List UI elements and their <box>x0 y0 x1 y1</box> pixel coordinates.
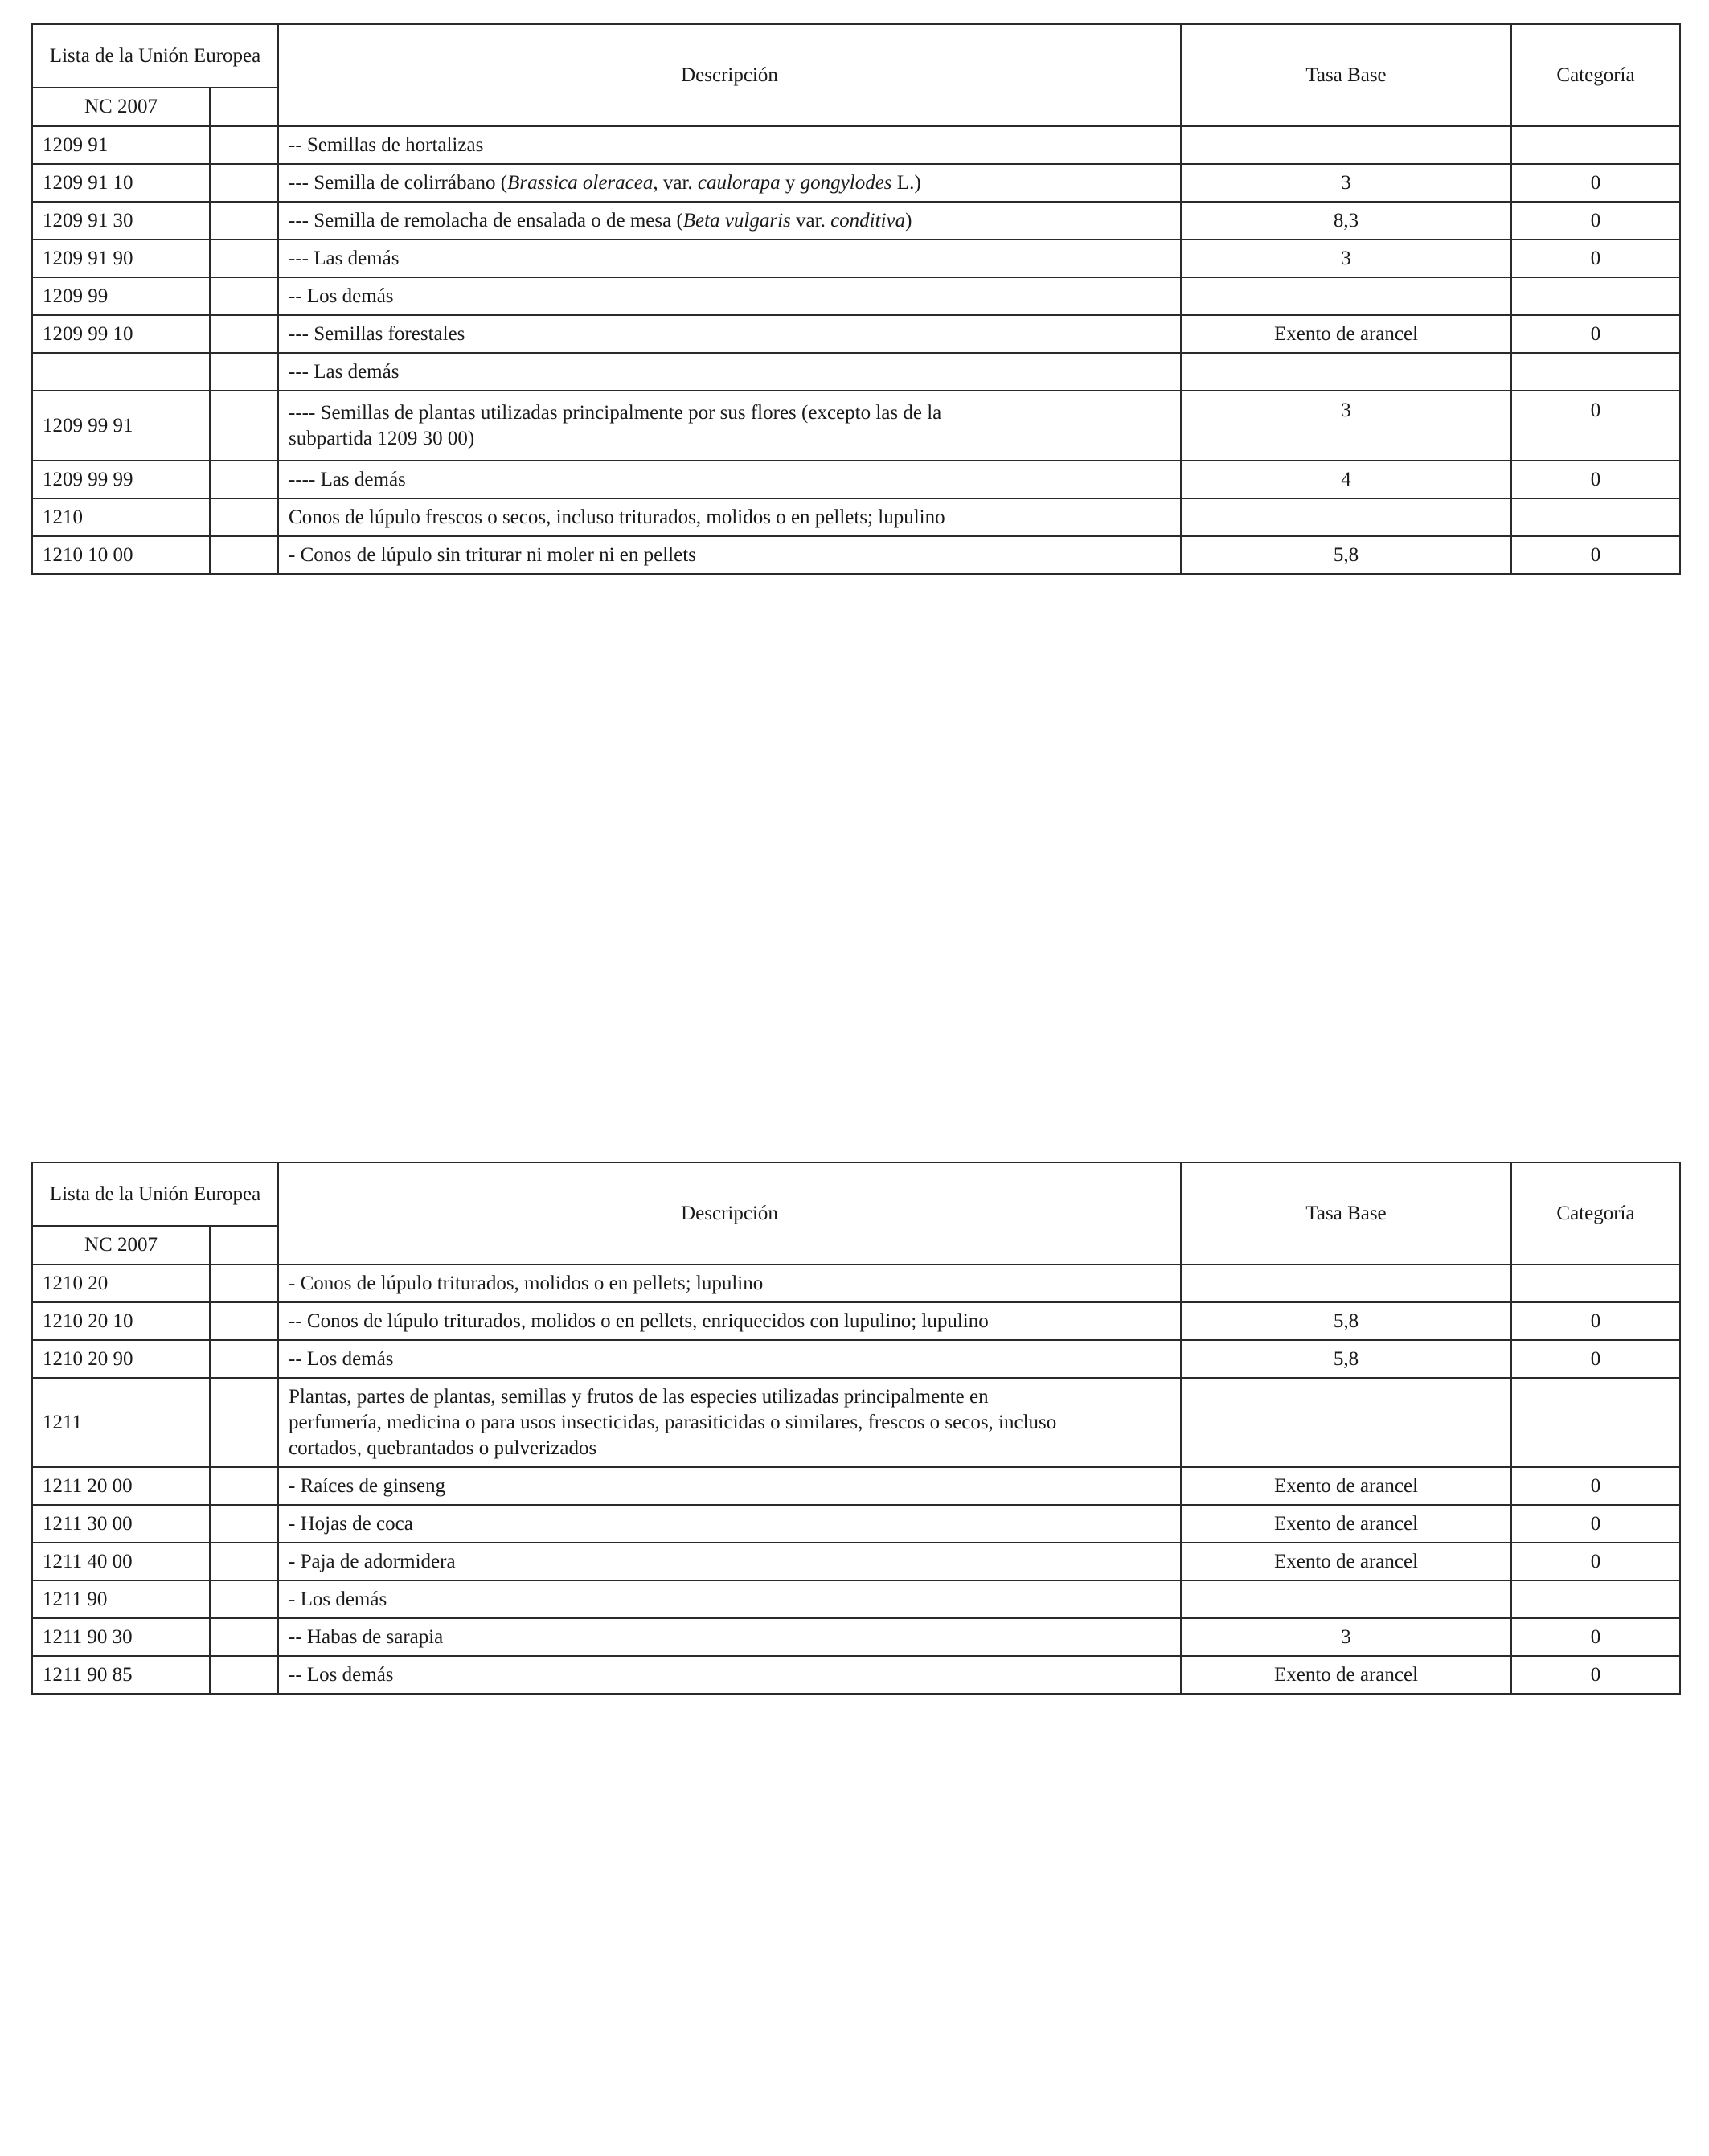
sub-code-cell <box>210 1656 278 1694</box>
table-row <box>32 277 1680 315</box>
sub-code-cell <box>210 461 278 498</box>
base-rate-cell <box>1181 1264 1511 1302</box>
nc-code-cell: 1209 99 10 <box>32 315 210 353</box>
description-line: subpartida 1209 30 00) <box>289 427 475 449</box>
base-rate-cell: 3 <box>1181 164 1511 202</box>
description-part: , var. <box>653 171 698 194</box>
header-nc-2007: NC 2007 <box>32 88 210 126</box>
description-cell: - Paja de adormidera <box>278 1543 1181 1580</box>
nc-code-cell: 1210 20 <box>32 1264 210 1302</box>
table-row <box>32 1378 1680 1467</box>
category-cell: 0 <box>1511 202 1680 240</box>
table-row <box>32 1656 1680 1694</box>
table-row <box>32 315 1680 353</box>
base-rate-cell: Exento de arancel <box>1181 1656 1511 1694</box>
base-rate-cell: Exento de arancel <box>1181 1467 1511 1505</box>
nc-code-cell: 1209 91 30 <box>32 202 210 240</box>
sub-code-cell <box>210 1340 278 1378</box>
nc-code-cell: 1211 20 00 <box>32 1467 210 1505</box>
sub-code-cell <box>210 1302 278 1340</box>
category-cell: 0 <box>1511 1467 1680 1505</box>
nc-code-cell: 1211 40 00 <box>32 1543 210 1580</box>
table-row <box>32 1467 1680 1505</box>
category-cell <box>1511 353 1680 391</box>
table-row <box>32 1302 1680 1340</box>
base-rate-cell: Exento de arancel <box>1181 1543 1511 1580</box>
base-rate-cell: 5,8 <box>1181 1340 1511 1378</box>
table-row <box>32 164 1680 202</box>
sub-code-cell <box>210 536 278 574</box>
tariff-table-1 <box>31 23 1681 575</box>
table-row <box>32 126 1680 164</box>
description-cell: -- Semillas de hortalizas <box>278 126 1181 164</box>
description-part: Brassica oleracea <box>507 171 654 194</box>
table-row <box>32 536 1680 574</box>
description-cell: -- Habas de sarapia <box>278 1618 1181 1656</box>
sub-code-cell <box>210 1618 278 1656</box>
category-cell <box>1511 498 1680 536</box>
description-cell <box>278 1378 1181 1467</box>
category-cell <box>1511 1264 1680 1302</box>
sub-code-cell <box>210 391 278 461</box>
category-cell: 0 <box>1511 1505 1680 1543</box>
nc-code-cell: 1209 91 <box>32 126 210 164</box>
sub-code-cell <box>210 498 278 536</box>
nc-code-cell: 1211 30 00 <box>32 1505 210 1543</box>
header-row <box>32 24 1680 88</box>
header-category: Categoría <box>1511 1162 1680 1264</box>
base-rate-cell: Exento de arancel <box>1181 315 1511 353</box>
description-cell: --- Las demás <box>278 353 1181 391</box>
table-body-2 <box>32 1162 1680 1694</box>
category-cell: 0 <box>1511 1302 1680 1340</box>
base-rate-cell: 5,8 <box>1181 1302 1511 1340</box>
sub-code-cell <box>210 1467 278 1505</box>
description-part: ) <box>905 209 912 232</box>
description-cell: -- Los demás <box>278 277 1181 315</box>
header-row <box>32 1162 1680 1226</box>
category-cell: 0 <box>1511 240 1680 277</box>
description-line: ---- Semillas de plantas utilizadas principalmente por sus flores (excepto las de la <box>289 401 942 424</box>
nc-code-cell: 1209 99 <box>32 277 210 315</box>
description-cell: - Conos de lúpulo triturados, molidos o en pellets; lupulino <box>278 1264 1181 1302</box>
sub-code-cell <box>210 240 278 277</box>
description-cell: -- Conos de lúpulo triturados, molidos o en pellets, enriquecidos con lupulino; lupulino <box>278 1302 1181 1340</box>
nc-code-cell: 1211 <box>32 1378 210 1467</box>
category-cell <box>1511 1580 1680 1618</box>
base-rate-cell: Exento de arancel <box>1181 1505 1511 1543</box>
sub-code-cell <box>210 353 278 391</box>
description-part: --- Semilla de remolacha de ensalada o de mesa ( <box>289 209 683 232</box>
sub-code-cell <box>210 1580 278 1618</box>
category-cell: 0 <box>1511 1618 1680 1656</box>
base-rate-cell <box>1181 353 1511 391</box>
header-list-label: Lista de la Unión Europea <box>32 24 278 88</box>
sub-code-cell <box>210 315 278 353</box>
base-rate-cell: 5,8 <box>1181 536 1511 574</box>
description-cell: ---- Las demás <box>278 461 1181 498</box>
description-cell: -- Los demás <box>278 1656 1181 1694</box>
description-cell: --- Semillas forestales <box>278 315 1181 353</box>
nc-code-cell: 1209 91 10 <box>32 164 210 202</box>
table-row <box>32 391 1680 461</box>
nc-code-cell: 1209 99 91 <box>32 391 210 461</box>
header-base-rate: Tasa Base <box>1181 1162 1511 1264</box>
table-row <box>32 1264 1680 1302</box>
description-part: Beta vulgaris <box>682 209 791 232</box>
base-rate-cell <box>1181 1378 1511 1467</box>
category-cell: 0 <box>1511 461 1680 498</box>
nc-code-cell: 1211 90 <box>32 1580 210 1618</box>
header-blank-cell <box>210 1226 278 1264</box>
table-row <box>32 498 1680 536</box>
category-cell <box>1511 126 1680 164</box>
category-cell: 0 <box>1511 164 1680 202</box>
category-cell: 0 <box>1511 1340 1680 1378</box>
table-row <box>32 240 1680 277</box>
sub-code-cell <box>210 1505 278 1543</box>
nc-code-cell: 1209 91 90 <box>32 240 210 277</box>
base-rate-cell <box>1181 498 1511 536</box>
sub-code-cell <box>210 277 278 315</box>
description-line: Plantas, partes de plantas, semillas y frutos de las especies utilizadas principalmente en <box>289 1385 989 1408</box>
table-row <box>32 1580 1680 1618</box>
header-base-rate: Tasa Base <box>1181 24 1511 126</box>
header-blank-cell <box>210 88 278 126</box>
base-rate-cell: 8,3 <box>1181 202 1511 240</box>
base-rate-cell: 3 <box>1181 1618 1511 1656</box>
category-cell <box>1511 277 1680 315</box>
base-rate-cell: 4 <box>1181 461 1511 498</box>
description-line: cortados, quebrantados o pulverizados <box>289 1437 597 1459</box>
sub-code-cell <box>210 202 278 240</box>
header-category: Categoría <box>1511 24 1680 126</box>
sub-code-cell <box>210 1543 278 1580</box>
sub-code-cell <box>210 1264 278 1302</box>
table-row <box>32 461 1680 498</box>
base-rate-cell <box>1181 126 1511 164</box>
sub-code-cell <box>210 126 278 164</box>
tariff-table-2 <box>31 1162 1681 1695</box>
description-part: gongylodes <box>800 171 892 194</box>
table-body-1 <box>32 24 1680 574</box>
description-cell: - Los demás <box>278 1580 1181 1618</box>
description-cell <box>278 164 1181 202</box>
nc-code-cell: 1211 90 30 <box>32 1618 210 1656</box>
header-list-label: Lista de la Unión Europea <box>32 1162 278 1226</box>
category-cell: 0 <box>1511 1656 1680 1694</box>
description-cell: Conos de lúpulo frescos o secos, incluso triturados, molidos o en pellets; lupulino <box>278 498 1181 536</box>
description-cell: -- Los demás <box>278 1340 1181 1378</box>
sub-code-cell <box>210 1378 278 1467</box>
table-row <box>32 202 1680 240</box>
category-cell <box>1511 1378 1680 1467</box>
base-rate-cell: 3 <box>1181 391 1511 461</box>
description-line: perfumería, medicina o para usos insecticidas, parasiticidas o similares, frescos o secos, incluso <box>289 1411 1057 1433</box>
base-rate-cell: 3 <box>1181 240 1511 277</box>
nc-code-cell: 1210 20 10 <box>32 1302 210 1340</box>
description-cell: --- Las demás <box>278 240 1181 277</box>
description-part: --- Semilla de colirrábano ( <box>289 171 508 194</box>
description-cell: - Conos de lúpulo sin triturar ni moler ni en pellets <box>278 536 1181 574</box>
category-cell: 0 <box>1511 1543 1680 1580</box>
category-cell: 0 <box>1511 536 1680 574</box>
description-cell: - Raíces de ginseng <box>278 1467 1181 1505</box>
nc-code-cell: 1210 10 00 <box>32 536 210 574</box>
description-cell <box>278 391 1181 461</box>
table-row <box>32 1618 1680 1656</box>
header-description: Descripción <box>278 24 1181 126</box>
header-nc-2007: NC 2007 <box>32 1226 210 1264</box>
description-part: caulorapa <box>697 171 781 194</box>
nc-code-cell <box>32 353 210 391</box>
table-row <box>32 353 1680 391</box>
description-part: conditiva <box>830 209 906 232</box>
sub-code-cell <box>210 164 278 202</box>
description-cell: - Hojas de coca <box>278 1505 1181 1543</box>
description-part: y <box>780 171 801 194</box>
description-part: var. <box>790 209 831 232</box>
category-cell: 0 <box>1511 315 1680 353</box>
nc-code-cell: 1209 99 99 <box>32 461 210 498</box>
nc-code-cell: 1211 90 85 <box>32 1656 210 1694</box>
table-row <box>32 1340 1680 1378</box>
base-rate-cell <box>1181 1580 1511 1618</box>
table-row <box>32 1543 1680 1580</box>
nc-code-cell: 1210 <box>32 498 210 536</box>
description-cell <box>278 202 1181 240</box>
header-description: Descripción <box>278 1162 1181 1264</box>
nc-code-cell: 1210 20 90 <box>32 1340 210 1378</box>
category-cell: 0 <box>1511 391 1680 461</box>
description-part: L.) <box>891 171 921 194</box>
base-rate-cell <box>1181 277 1511 315</box>
table-row <box>32 1505 1680 1543</box>
